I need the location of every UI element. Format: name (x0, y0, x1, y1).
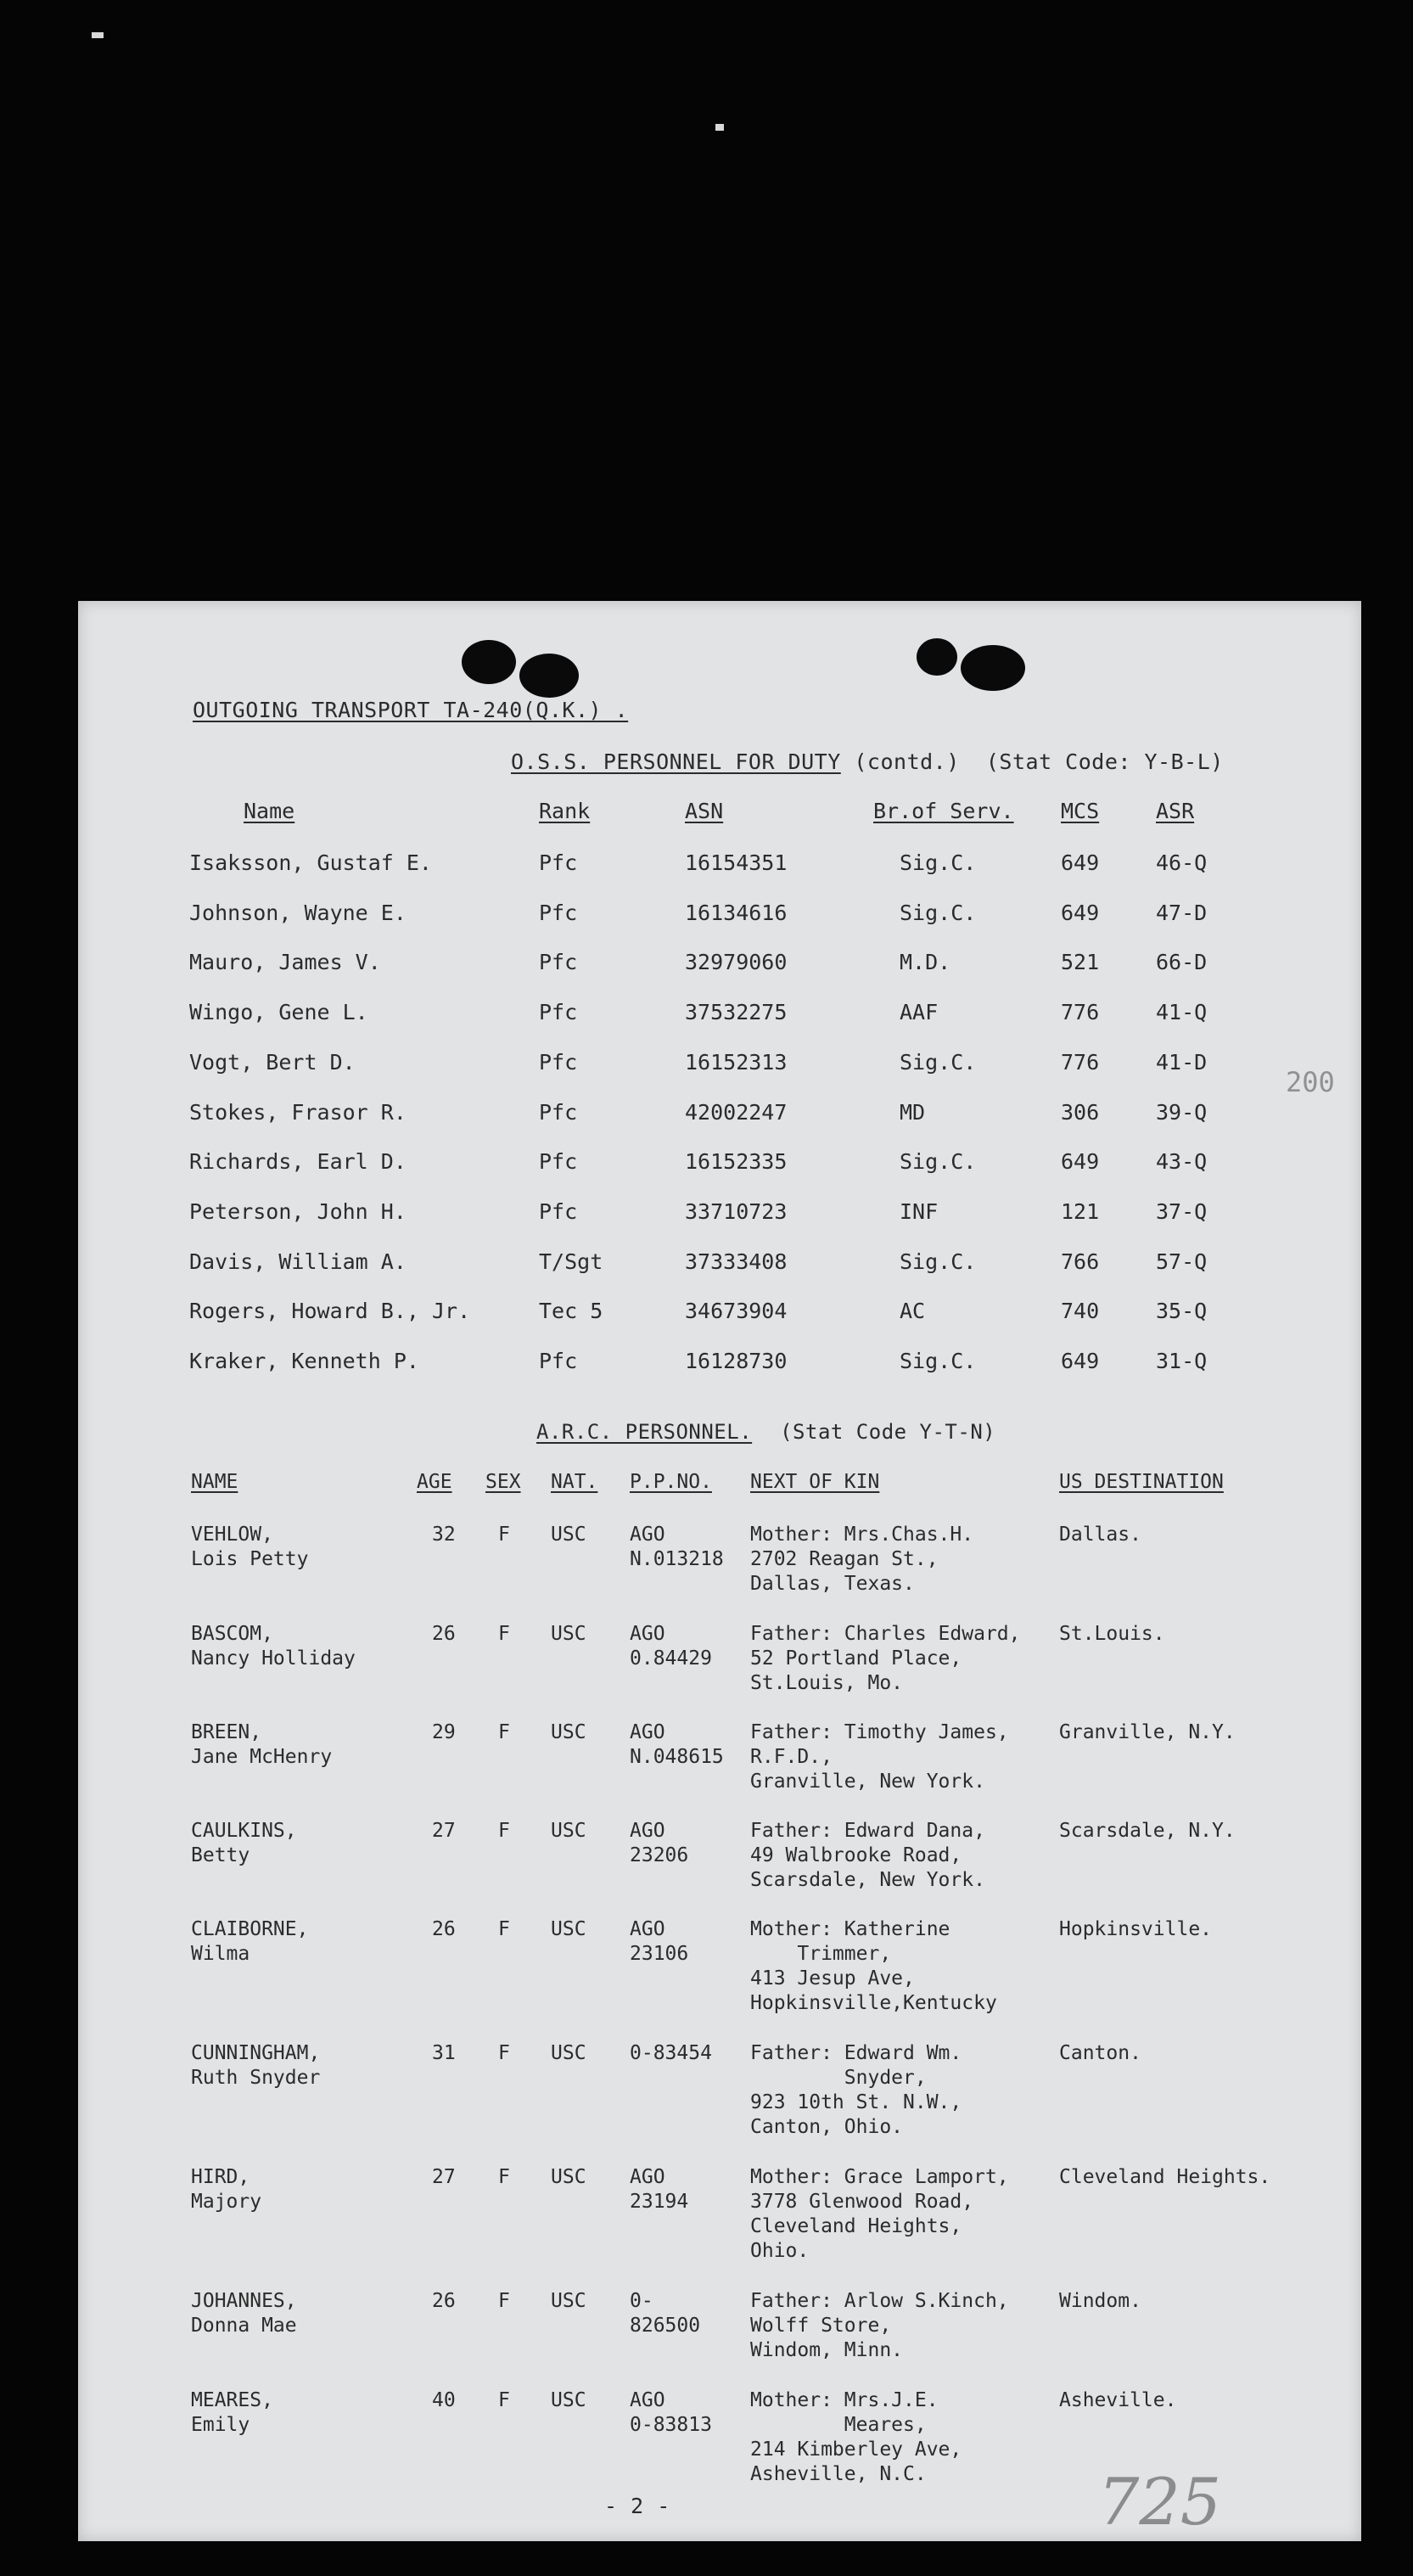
punch-hole (519, 654, 579, 698)
document-page (78, 601, 1361, 2541)
cell-pp: AGO N.013218 (630, 1524, 724, 1570)
cell-dest: Granville, N.Y. (1059, 1721, 1236, 1743)
cell-age: 27 (432, 1820, 456, 1842)
cell-asr: 41-D (1156, 1049, 1208, 1075)
column-header: P.P.NO. (630, 1471, 712, 1493)
cell-asr: 39-Q (1156, 1099, 1208, 1125)
cell-rank: Pfc (539, 900, 578, 925)
cell-sex: F (498, 1623, 510, 1645)
cell-branch: Sig.C. (900, 1349, 977, 1373)
cell-nat: USC (551, 1524, 586, 1546)
table-row (78, 1249, 1361, 1283)
cell-pp: AGO 0-83813 (630, 2389, 712, 2436)
cell-age: 27 (432, 2166, 456, 2188)
cell-name: CAULKINS, Betty (191, 1820, 297, 1866)
cell-pp: AGO N.048615 (630, 1721, 724, 1768)
cell-pp: AGO 0.84429 (630, 1623, 712, 1670)
cell-kin: Mother: Mrs.J.E. Meares, 214 Kimberley Ave, Asheville, N.C. (750, 2389, 962, 2485)
cell-name: Kraker, Kenneth P. (189, 1349, 419, 1373)
column-header: MCS (1061, 799, 1100, 823)
cell-name: MEARES, Emily (191, 2389, 273, 2436)
cell-rank: Pfc (539, 1049, 578, 1075)
cell-nat: USC (551, 2166, 586, 2188)
cell-name: Peterson, John H. (189, 1198, 407, 1224)
cell-mcs: 776 (1061, 1000, 1100, 1025)
cell-sex: F (498, 1918, 510, 1940)
cell-asr: 57-Q (1156, 1249, 1208, 1274)
cell-dest: Canton. (1059, 2042, 1141, 2064)
punch-hole (961, 645, 1025, 691)
cell-name: Stokes, Frasor R. (189, 1099, 407, 1125)
punch-hole (462, 640, 516, 684)
cell-name: Davis, William A. (189, 1249, 407, 1274)
cell-asn: 37333408 (685, 1249, 788, 1274)
cell-asn: 32979060 (685, 950, 788, 975)
cell-sex: F (498, 2042, 510, 2064)
cell-name: Isaksson, Gustaf E. (189, 850, 432, 875)
oss-heading-label: O.S.S. PERSONNEL FOR DUTY (511, 749, 841, 774)
cell-pp: 0- 826500 (630, 2290, 701, 2337)
table-row (78, 1199, 1361, 1233)
cell-asr: 47-D (1156, 900, 1208, 925)
cell-asn: 16152313 (685, 1049, 788, 1075)
cell-asn: 16154351 (685, 850, 788, 875)
cell-pp: AGO 23106 (630, 1918, 689, 1965)
cell-mcs: 649 (1061, 1349, 1100, 1373)
table-row (78, 1100, 1361, 1134)
cell-name: Johnson, Wayne E. (189, 900, 407, 925)
cell-rank: Pfc (539, 950, 578, 975)
cell-kin: Father: Timothy James, R.F.D., Granville, New York. (750, 1721, 1009, 1793)
document-title: OUTGOING TRANSPORT TA-240(Q.K.) . (193, 698, 629, 722)
arc-heading-label: A.R.C. PERSONNEL. (536, 1420, 753, 1444)
cell-pp: AGO 23206 (630, 1820, 689, 1866)
cell-branch: MD (900, 1099, 926, 1125)
cell-asr: 37-Q (1156, 1198, 1208, 1224)
cell-kin: Father: Arlow S.Kinch, Wolff Store, Windom, Minn. (750, 2290, 1009, 2361)
cell-age: 29 (432, 1721, 456, 1743)
cell-kin: Mother: Mrs.Chas.H. 2702 Reagan St., Dallas, Texas. (750, 1524, 974, 1595)
cell-rank: T/Sgt (539, 1249, 603, 1274)
cell-branch: Sig.C. (900, 1249, 977, 1274)
cell-age: 26 (432, 2290, 456, 2312)
cell-asn: 34673904 (685, 1299, 788, 1324)
punch-hole (917, 638, 957, 676)
cell-kin: Father: Edward Wm. Snyder, 923 10th St. N.W., Canton, Ohio. (750, 2042, 962, 2138)
column-header: AGE (417, 1471, 452, 1493)
cell-asr: 43-Q (1156, 1149, 1208, 1175)
column-header: Name (244, 799, 295, 823)
cell-kin: Mother: Grace Lamport, 3778 Glenwood Road, Cleveland Heights, Ohio. (750, 2166, 1009, 2262)
cell-mcs: 521 (1061, 950, 1100, 975)
cell-pp: AGO 23194 (630, 2166, 689, 2213)
table-row (78, 1000, 1361, 1034)
column-header: NAME (191, 1471, 238, 1493)
cell-name: CLAIBORNE, Wilma (191, 1918, 309, 1965)
margin-number: 200 (1286, 1066, 1335, 1098)
cell-kin: Father: Edward Dana, 49 Walbrooke Road, Scarsdale, New York. (750, 1820, 985, 1891)
column-header: NEXT OF KIN (750, 1471, 880, 1493)
page-number: - 2 - (604, 2494, 670, 2518)
cell-dest: Windom. (1059, 2290, 1141, 2312)
cell-name: Wingo, Gene L. (189, 1000, 368, 1025)
arc-table-header (78, 1470, 1361, 1497)
cell-name: CUNNINGHAM, Ruth Snyder (191, 2042, 321, 2089)
cell-rank: Pfc (539, 1099, 578, 1125)
cell-rank: Pfc (539, 1198, 578, 1224)
table-row (78, 850, 1361, 884)
cell-asn: 33710723 (685, 1198, 788, 1224)
cell-nat: USC (551, 1918, 586, 1940)
cell-nat: USC (551, 1623, 586, 1645)
cell-name: Mauro, James V. (189, 950, 381, 975)
arc-heading-suffix: (Stat Code Y-T-N) (780, 1420, 996, 1444)
oss-section-heading (511, 749, 1224, 774)
cell-sex: F (498, 1820, 510, 1842)
cell-name: JOHANNES, Donna Mae (191, 2290, 297, 2337)
cell-mcs: 766 (1061, 1249, 1100, 1274)
cell-branch: Sig.C. (900, 900, 977, 925)
cell-dest: Dallas. (1059, 1524, 1141, 1546)
table-row (78, 1149, 1361, 1183)
table-row (78, 1050, 1361, 1084)
cell-nat: USC (551, 2389, 586, 2411)
column-header: SEX (485, 1471, 521, 1493)
cell-name: HIRD, Majory (191, 2166, 262, 2213)
cell-name: BASCOM, Nancy Holliday (191, 1623, 356, 1670)
cell-nat: USC (551, 2042, 586, 2064)
cell-name: VEHLOW, Lois Petty (191, 1524, 309, 1570)
cell-asn: 16128730 (685, 1349, 788, 1373)
cell-mcs: 649 (1061, 850, 1100, 875)
cell-rank: Pfc (539, 1149, 578, 1175)
cell-branch: Sig.C. (900, 850, 977, 875)
cell-asn: 16134616 (685, 900, 788, 925)
cell-name: Vogt, Bert D. (189, 1049, 356, 1075)
cell-nat: USC (551, 1820, 586, 1842)
scan-speck (92, 32, 104, 38)
cell-mcs: 776 (1061, 1049, 1100, 1075)
cell-branch: INF (900, 1198, 939, 1224)
column-header: NAT. (551, 1471, 598, 1493)
cell-asr: 41-Q (1156, 1000, 1208, 1025)
cell-nat: USC (551, 2290, 586, 2312)
cell-branch: M.D. (900, 950, 951, 975)
cell-sex: F (498, 2166, 510, 2188)
cell-branch: AC (900, 1299, 926, 1324)
cell-rank: Pfc (539, 1349, 578, 1373)
cell-dest: Cleveland Heights. (1059, 2166, 1271, 2188)
cell-sex: F (498, 1721, 510, 1743)
cell-kin: Father: Charles Edward, 52 Portland Place, St.Louis, Mo. (750, 1623, 1021, 1694)
cell-name: Rogers, Howard B., Jr. (189, 1299, 471, 1324)
column-header: ASR (1156, 799, 1195, 823)
table-row (78, 950, 1361, 984)
cell-name: BREEN, Jane McHenry (191, 1721, 333, 1768)
oss-table-header (78, 799, 1361, 833)
cell-kin: Mother: Katherine Trimmer, 413 Jesup Ave, Hopkinsville,Kentucky (750, 1918, 997, 2014)
oss-heading-suffix: (contd.) (Stat Code: Y-B-L) (854, 749, 1224, 774)
table-row (78, 901, 1361, 934)
cell-sex: F (498, 2389, 510, 2411)
cell-asr: 46-Q (1156, 850, 1208, 875)
cell-asr: 35-Q (1156, 1299, 1208, 1324)
cell-pp: 0-83454 (630, 2042, 712, 2064)
cell-branch: Sig.C. (900, 1049, 977, 1075)
cell-dest: Asheville. (1059, 2389, 1177, 2411)
cell-sex: F (498, 2290, 510, 2312)
cell-dest: St.Louis. (1059, 1623, 1165, 1645)
cell-mcs: 649 (1061, 1149, 1100, 1175)
cell-dest: Hopkinsville. (1059, 1918, 1213, 1940)
cell-mcs: 121 (1061, 1198, 1100, 1224)
column-header: US DESTINATION (1059, 1471, 1224, 1493)
cell-dest: Scarsdale, N.Y. (1059, 1820, 1236, 1842)
cell-sex: F (498, 1524, 510, 1546)
cell-asr: 66-D (1156, 950, 1208, 975)
cell-mcs: 740 (1061, 1299, 1100, 1324)
cell-name: Richards, Earl D. (189, 1149, 407, 1175)
cell-asn: 42002247 (685, 1099, 788, 1125)
handwritten-number: 725 (1098, 2464, 1222, 2540)
arc-section-heading (536, 1420, 995, 1444)
cell-nat: USC (551, 1721, 586, 1743)
cell-age: 32 (432, 1524, 456, 1546)
cell-asr: 31-Q (1156, 1349, 1208, 1373)
cell-branch: AAF (900, 1000, 939, 1025)
column-header: Br.of Serv. (873, 799, 1014, 823)
cell-age: 26 (432, 1623, 456, 1645)
cell-mcs: 306 (1061, 1099, 1100, 1125)
cell-rank: Tec 5 (539, 1299, 603, 1324)
cell-mcs: 649 (1061, 900, 1100, 925)
cell-asn: 16152335 (685, 1149, 788, 1175)
column-header: Rank (539, 799, 591, 823)
column-header: ASN (685, 799, 724, 823)
table-row (78, 1349, 1361, 1383)
cell-asn: 37532275 (685, 1000, 788, 1025)
cell-age: 31 (432, 2042, 456, 2064)
table-row (78, 1299, 1361, 1333)
cell-rank: Pfc (539, 1000, 578, 1025)
cell-branch: Sig.C. (900, 1149, 977, 1175)
cell-rank: Pfc (539, 850, 578, 875)
cell-age: 26 (432, 1918, 456, 1940)
cell-age: 40 (432, 2389, 456, 2411)
scan-speck (715, 124, 724, 131)
